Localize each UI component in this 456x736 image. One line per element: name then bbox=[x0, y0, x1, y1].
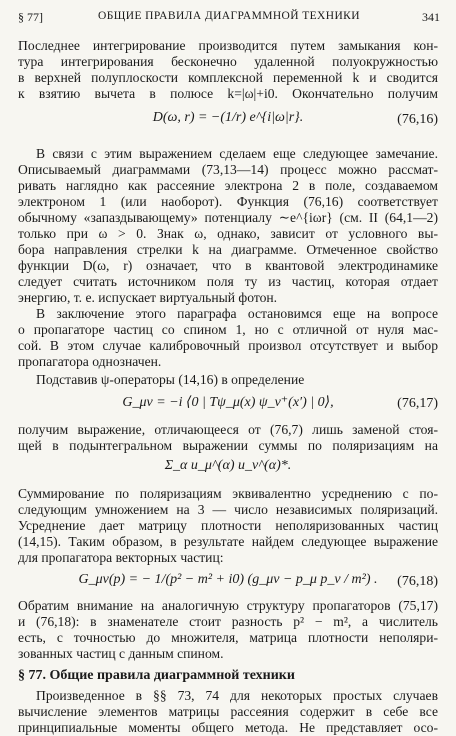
text-line: получим выражение, отличающееся от (76,7) лишь заменой стоя- bbox=[18, 422, 438, 437]
equation-polarization-sum bbox=[18, 458, 438, 480]
text-line: пропагатора однозначен. bbox=[18, 354, 162, 369]
text-line: функции D(ω, r) означает, что в квантовой электродинамике bbox=[18, 258, 438, 273]
text-line: В заключение этого параграфа остановимся еще на вопросе bbox=[36, 306, 438, 321]
text-line: обычному «запаздывающему» потенциалу ∼e^{iωr} (см. II (64,1—2) bbox=[18, 210, 438, 225]
text-line: бора направления стрелки k на диаграмме. Отмеченное свойство bbox=[18, 242, 438, 257]
text-line: Обратим внимание на аналогичную структуру пропагаторов (75,17) bbox=[18, 598, 438, 613]
text-line: щей в подынтегральном выражении суммы по поляризациям на bbox=[18, 438, 438, 453]
equation-formula: Σ_α u_μ^(α) u_ν^(α)*. bbox=[164, 458, 292, 473]
text-line: Суммирование по поляризациям эквивалентно усреднению с по- bbox=[18, 486, 438, 501]
equation-formula: G_μν(p) = − 1/(p² − m² + i0) (g_μν − p_μ p_ν / m²) . bbox=[78, 572, 378, 587]
text-line: энергию, т. е. испускает виртуальный фотон. bbox=[18, 290, 278, 305]
text-line: Последнее интегрирование производится путем замыкания кон- bbox=[18, 38, 438, 53]
text-line: сой. В этом случае калибровочный произвол отсутствует и выбор bbox=[18, 338, 438, 353]
text-line: к взятию вычета в полюсе k=|ω|+i0. Окончательно получим bbox=[18, 86, 438, 101]
equation-number: (76,16) bbox=[397, 112, 438, 127]
equation-76-17 bbox=[18, 394, 438, 416]
equation-formula: D(ω, r) = −(1/r) e^{i|ω|r}. bbox=[152, 110, 304, 125]
text-line: зованных частиц с данным спином. bbox=[18, 646, 224, 661]
text-line: только при ω > 0. Знак ω, однако, зависит от условного вы- bbox=[18, 226, 438, 241]
text-line: электроном 1 (или наоборот). Функция (76,16) соответствует bbox=[18, 194, 438, 209]
header-title: ОБЩИЕ ПРАВИЛА ДИАГРАММНОЙ ТЕХНИКИ bbox=[98, 10, 360, 22]
equation-number: (76,17) bbox=[397, 396, 438, 411]
text-line: для пропагатора векторных частиц: bbox=[18, 550, 224, 565]
equation-formula: G_μν = −i ⟨0 | Tψ_μ(x) ψ_ν⁺(x′) | 0⟩, bbox=[122, 395, 334, 410]
text-line: следует считать источником поля ту из частиц, которая отдает bbox=[18, 274, 438, 289]
running-header bbox=[18, 10, 440, 28]
page-number: 341 bbox=[422, 10, 440, 24]
header-section: § 77] bbox=[18, 10, 43, 24]
text-line: принципиальные моменты общего метода. Не представляет осо- bbox=[18, 720, 438, 735]
text-line: Подставив ψ-операторы (14,16) в определение bbox=[36, 372, 305, 387]
text-line: в верхней полуплоскости комплексной переменной k и сводится bbox=[18, 70, 438, 85]
text-line: Описываемый диаграммами (73,13—14) процесс можно рассмат- bbox=[18, 162, 438, 177]
text-line: есть, с точностью до множителя, матрица плотности неполяри- bbox=[18, 630, 438, 645]
text-line: о пропагаторе частиц со спином 1, но с отличной от нуля мас- bbox=[18, 322, 438, 337]
text-line: следующим умножением на 3 — число независимых поляризаций. bbox=[18, 502, 438, 517]
text-line: В связи с этим выражением сделаем еще следующее замечание. bbox=[36, 146, 438, 161]
section-heading: § 77. Общие правила диаграммной техники bbox=[18, 668, 295, 683]
text-line: вычисление элементов матрицы рассеяния содержит в себе все bbox=[18, 704, 438, 719]
text-line: Произведенное в §§ 73, 74 для некоторых простых случаев bbox=[36, 688, 438, 703]
equation-76-18 bbox=[18, 572, 438, 594]
text-line: и (76,18): в знаменателе стоит разность p² − m², а числитель bbox=[18, 614, 438, 629]
text-line: тура интегрирования бесконечно удаленной полуокружностью bbox=[18, 54, 438, 69]
text-line: Усреднение дает матрицу плотности неполяризованных частиц bbox=[18, 518, 438, 533]
equation-number: (76,18) bbox=[397, 574, 438, 589]
text-line: ривать наглядно как рассеяние электрона 2 в поле, создаваемом bbox=[18, 178, 438, 193]
equation-76-16 bbox=[18, 110, 438, 132]
text-line: (14,15). Таким образом, в результате найдем следующее выражение bbox=[18, 534, 438, 549]
